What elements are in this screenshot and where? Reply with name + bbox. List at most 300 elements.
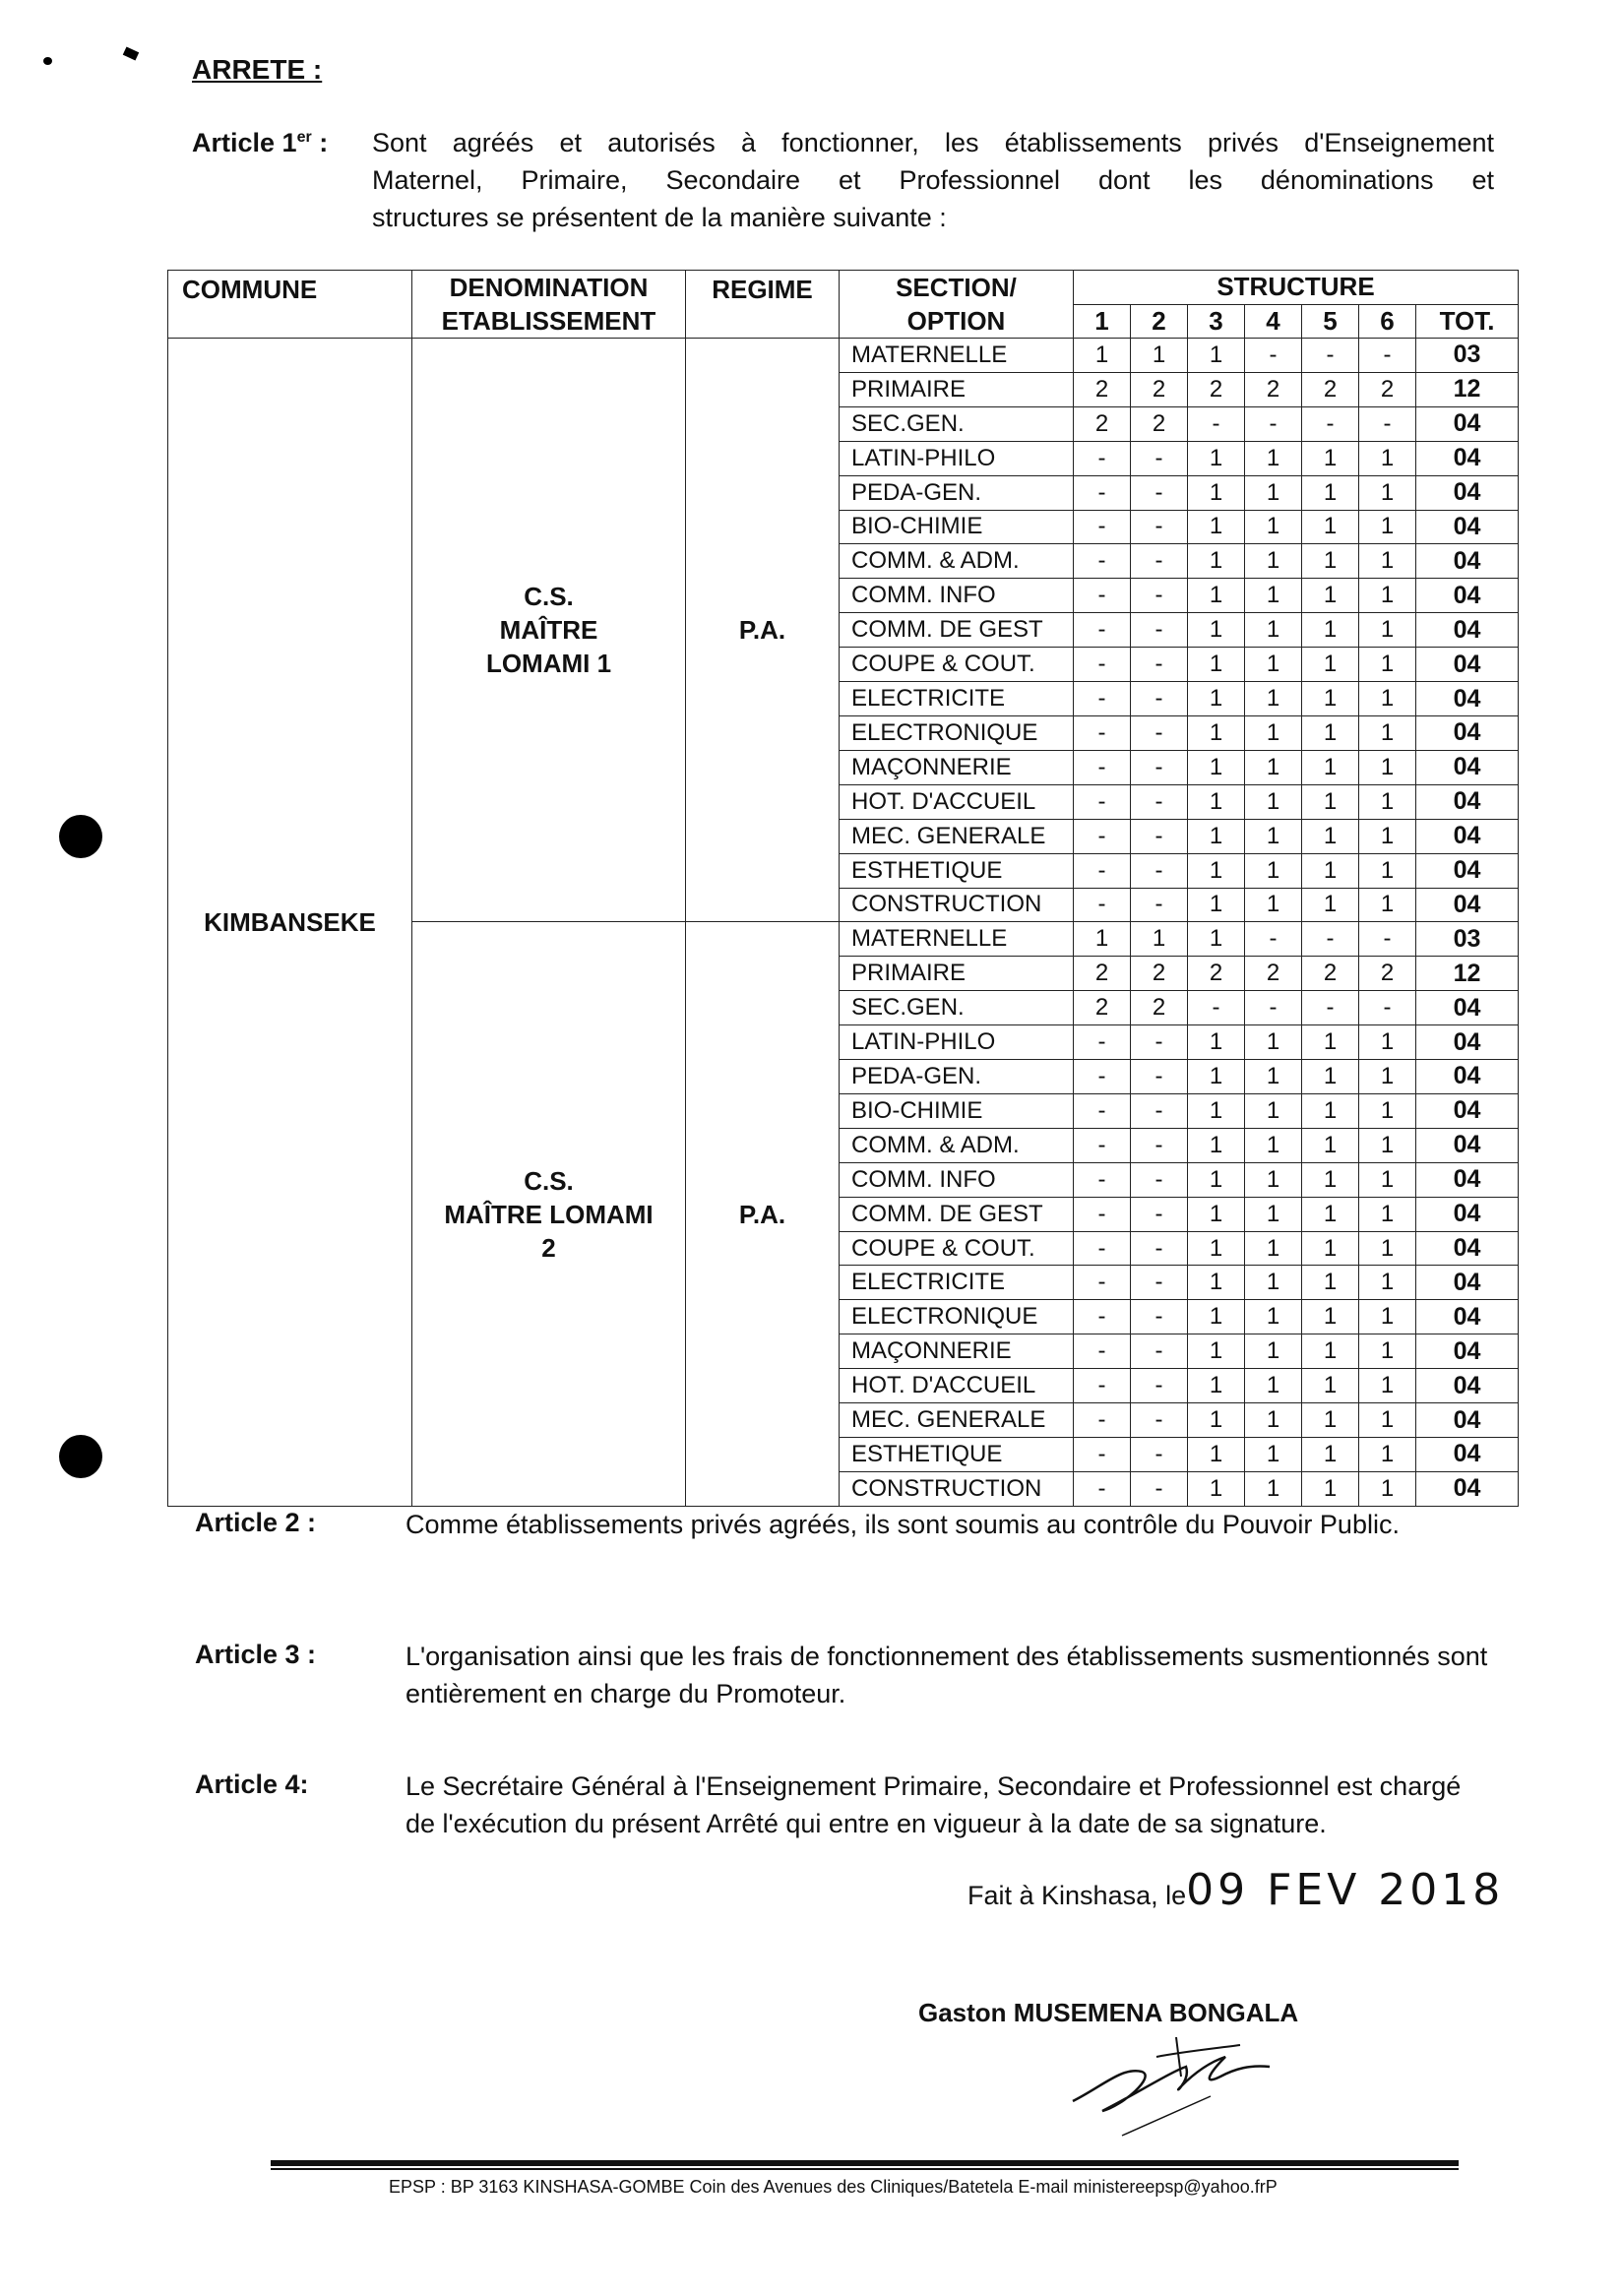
structure-cell: - bbox=[1131, 510, 1188, 544]
section-cell: SEC.GEN. bbox=[840, 991, 1074, 1025]
header-col-1: 1 bbox=[1074, 304, 1131, 339]
structure-cell: - bbox=[1074, 1197, 1131, 1231]
structure-cell: 1 bbox=[1359, 648, 1416, 682]
article-1-line: structures se présentent de la manière suivante : bbox=[372, 203, 947, 232]
structure-cell: 2 bbox=[1074, 406, 1131, 441]
structure-cell: 1 bbox=[1359, 1231, 1416, 1266]
scan-mark bbox=[123, 46, 139, 60]
structure-cell: - bbox=[1131, 784, 1188, 819]
structure-cell: 1 bbox=[1359, 579, 1416, 613]
structure-cell: 1 bbox=[1188, 715, 1245, 750]
structure-cell: 1 bbox=[1188, 819, 1245, 853]
establishment-name-line: C.S. bbox=[524, 582, 574, 612]
structure-cell: - bbox=[1131, 1471, 1188, 1506]
establishment-name-line: MAÎTRE bbox=[499, 615, 598, 646]
structure-cell: 1 bbox=[1359, 1300, 1416, 1334]
structure-cell: 1 bbox=[1245, 544, 1302, 579]
total-cell: 04 bbox=[1416, 784, 1519, 819]
section-cell: COUPE & COUT. bbox=[840, 648, 1074, 682]
total-cell: 12 bbox=[1416, 957, 1519, 991]
structure-cell: 1 bbox=[1245, 888, 1302, 922]
structure-cell: 1 bbox=[1188, 1403, 1245, 1438]
structure-cell: - bbox=[1131, 1197, 1188, 1231]
section-cell: ESTHETIQUE bbox=[840, 1438, 1074, 1472]
article-1-text bbox=[372, 124, 1494, 236]
structure-cell: 1 bbox=[1302, 613, 1359, 648]
section-cell: COUPE & COUT. bbox=[840, 1231, 1074, 1266]
structure-cell: - bbox=[1074, 682, 1131, 716]
header-col-2: 2 bbox=[1131, 304, 1188, 339]
structure-cell: - bbox=[1131, 1403, 1188, 1438]
structure-cell: - bbox=[1131, 1128, 1188, 1162]
structure-cell: 1 bbox=[1359, 1334, 1416, 1369]
structure-cell: - bbox=[1131, 579, 1188, 613]
structure-cell: 1 bbox=[1245, 1025, 1302, 1060]
structure-cell: - bbox=[1074, 613, 1131, 648]
total-cell: 04 bbox=[1416, 544, 1519, 579]
structure-cell: - bbox=[1359, 991, 1416, 1025]
structure-cell: - bbox=[1074, 1266, 1131, 1300]
structure-cell: 1 bbox=[1245, 1093, 1302, 1128]
signature-place-date bbox=[967, 1865, 1504, 1915]
structure-cell: 1 bbox=[1302, 544, 1359, 579]
structure-cell: - bbox=[1074, 1369, 1131, 1403]
structure-cell: - bbox=[1131, 544, 1188, 579]
structure-cell: 2 bbox=[1188, 372, 1245, 406]
structure-cell: 1 bbox=[1359, 888, 1416, 922]
total-cell: 04 bbox=[1416, 1231, 1519, 1266]
structure-cell: 1 bbox=[1302, 819, 1359, 853]
header-col-4: 4 bbox=[1245, 304, 1302, 339]
structure-cell: 1 bbox=[1302, 682, 1359, 716]
structure-cell: 1 bbox=[1245, 1197, 1302, 1231]
structure-cell: - bbox=[1074, 510, 1131, 544]
structure-cell: - bbox=[1074, 441, 1131, 475]
structure-cell: - bbox=[1074, 579, 1131, 613]
page-heading: ARRETE : bbox=[192, 54, 323, 85]
article-4-text: Le Secrétaire Général à l'Enseignement Primaire, Secondaire et Professionnel est chargé de l'exécution du présent Arrêté qui entre en vigueur à la date de sa signature. bbox=[406, 1771, 1462, 1838]
structure-cell: 1 bbox=[1359, 475, 1416, 510]
structure-cell: 1 bbox=[1359, 1025, 1416, 1060]
structure-cell: 1 bbox=[1359, 1266, 1416, 1300]
total-cell: 04 bbox=[1416, 750, 1519, 784]
section-cell: PEDA-GEN. bbox=[840, 1060, 1074, 1094]
structure-cell: 1 bbox=[1359, 441, 1416, 475]
total-cell: 04 bbox=[1416, 1128, 1519, 1162]
section-cell: MAÇONNERIE bbox=[840, 750, 1074, 784]
article-2-text: Comme établissements privés agréés, ils sont soumis au contrôle du Pouvoir Public. bbox=[406, 1510, 1400, 1539]
structure-cell: 1 bbox=[1359, 784, 1416, 819]
structure-cell: 2 bbox=[1245, 372, 1302, 406]
section-cell: PEDA-GEN. bbox=[840, 475, 1074, 510]
section-cell: MATERNELLE bbox=[840, 339, 1074, 373]
structure-cell: - bbox=[1074, 1300, 1131, 1334]
header-col-6: 6 bbox=[1359, 304, 1416, 339]
structure-cell: 1 bbox=[1188, 579, 1245, 613]
establishment-name bbox=[412, 339, 686, 922]
section-cell: MAÇONNERIE bbox=[840, 1334, 1074, 1369]
total-cell: 04 bbox=[1416, 1369, 1519, 1403]
structure-cell: - bbox=[1245, 406, 1302, 441]
footer-address: EPSP : BP 3163 KINSHASA-GOMBE Coin des Avenues des Cliniques/Batetela E-mail ministereepsp@yahoo.frP bbox=[389, 2177, 1278, 2197]
structure-cell: 1 bbox=[1245, 784, 1302, 819]
structure-table bbox=[167, 270, 1519, 1507]
structure-cell: - bbox=[1131, 888, 1188, 922]
structure-cell: - bbox=[1074, 1162, 1131, 1197]
structure-cell: 1 bbox=[1074, 339, 1131, 373]
structure-cell: - bbox=[1074, 1128, 1131, 1162]
structure-cell: 1 bbox=[1302, 1197, 1359, 1231]
structure-cell: 1 bbox=[1302, 888, 1359, 922]
total-cell: 04 bbox=[1416, 1471, 1519, 1506]
structure-cell: 2 bbox=[1131, 406, 1188, 441]
structure-cell: 1 bbox=[1188, 648, 1245, 682]
structure-cell: 1 bbox=[1245, 750, 1302, 784]
structure-cell: 1 bbox=[1302, 1025, 1359, 1060]
structure-cell: 1 bbox=[1302, 1300, 1359, 1334]
structure-cell: 1 bbox=[1188, 888, 1245, 922]
structure-cell: - bbox=[1131, 715, 1188, 750]
header-structure: STRUCTURE bbox=[1074, 271, 1519, 305]
structure-cell: 1 bbox=[1245, 613, 1302, 648]
structure-cell: 1 bbox=[1188, 750, 1245, 784]
structure-cell: 1 bbox=[1302, 1403, 1359, 1438]
structure-cell: 1 bbox=[1188, 544, 1245, 579]
structure-cell: 1 bbox=[1359, 1162, 1416, 1197]
total-cell: 04 bbox=[1416, 715, 1519, 750]
total-cell: 03 bbox=[1416, 922, 1519, 957]
section-cell: LATIN-PHILO bbox=[840, 1025, 1074, 1060]
establishment-name-line: C.S. bbox=[524, 1165, 574, 1196]
establishment-name-line: MAÎTRE LOMAMI bbox=[444, 1199, 654, 1229]
structure-cell: 2 bbox=[1245, 957, 1302, 991]
total-cell: 04 bbox=[1416, 682, 1519, 716]
structure-cell: 1 bbox=[1302, 1438, 1359, 1472]
structure-cell: - bbox=[1131, 1266, 1188, 1300]
section-cell: PRIMAIRE bbox=[840, 372, 1074, 406]
structure-cell: - bbox=[1359, 339, 1416, 373]
section-cell: CONSTRUCTION bbox=[840, 1471, 1074, 1506]
handwritten-signature bbox=[1063, 2027, 1279, 2145]
structure-cell: - bbox=[1074, 1231, 1131, 1266]
structure-cell: 1 bbox=[1188, 441, 1245, 475]
section-cell: ELECTRONIQUE bbox=[840, 715, 1074, 750]
header-commune: COMMUNE bbox=[168, 271, 412, 339]
structure-cell: 1 bbox=[1188, 510, 1245, 544]
total-cell: 04 bbox=[1416, 1438, 1519, 1472]
structure-cell: - bbox=[1359, 922, 1416, 957]
structure-cell: 1 bbox=[1302, 715, 1359, 750]
structure-cell: - bbox=[1074, 1025, 1131, 1060]
total-cell: 04 bbox=[1416, 1025, 1519, 1060]
structure-cell: 1 bbox=[1188, 1128, 1245, 1162]
structure-cell: - bbox=[1074, 1334, 1131, 1369]
structure-cell: 1 bbox=[1245, 715, 1302, 750]
structure-cell: 1 bbox=[1359, 682, 1416, 716]
total-cell: 04 bbox=[1416, 475, 1519, 510]
structure-cell: 1 bbox=[1359, 1403, 1416, 1438]
structure-cell: 1 bbox=[1302, 750, 1359, 784]
structure-cell: 1 bbox=[1188, 1231, 1245, 1266]
total-cell: 04 bbox=[1416, 579, 1519, 613]
punch-hole bbox=[59, 1435, 102, 1478]
structure-cell: 1 bbox=[1245, 579, 1302, 613]
section-cell: LATIN-PHILO bbox=[840, 441, 1074, 475]
article-3-label: Article 3 : bbox=[195, 1640, 317, 1669]
structure-cell: 1 bbox=[1302, 648, 1359, 682]
article-1-line: Maternel, Primaire, Secondaire et Professionnel dont les dénominations et bbox=[372, 165, 1494, 195]
structure-cell: - bbox=[1188, 406, 1245, 441]
structure-cell: 1 bbox=[1245, 1128, 1302, 1162]
structure-cell: 1 bbox=[1245, 1438, 1302, 1472]
structure-cell: 1 bbox=[1359, 1197, 1416, 1231]
structure-cell: 1 bbox=[1188, 1162, 1245, 1197]
header-regime: REGIME bbox=[686, 271, 840, 339]
structure-cell: 1 bbox=[1188, 853, 1245, 888]
article-2-label: Article 2 : bbox=[195, 1508, 317, 1537]
structure-cell: 1 bbox=[1188, 1369, 1245, 1403]
structure-cell: - bbox=[1074, 1060, 1131, 1094]
structure-cell: 2 bbox=[1359, 957, 1416, 991]
total-cell: 04 bbox=[1416, 1403, 1519, 1438]
structure-cell: 1 bbox=[1302, 1471, 1359, 1506]
structure-cell: - bbox=[1131, 1438, 1188, 1472]
structure-cell: - bbox=[1074, 715, 1131, 750]
structure-cell: 1 bbox=[1359, 544, 1416, 579]
header-col-3: 3 bbox=[1188, 304, 1245, 339]
structure-cell: 1 bbox=[1302, 1128, 1359, 1162]
structure-cell: - bbox=[1074, 544, 1131, 579]
place-text: Fait à Kinshasa, le bbox=[967, 1881, 1187, 1910]
structure-cell: 2 bbox=[1302, 957, 1359, 991]
section-cell: COMM. DE GEST bbox=[840, 1197, 1074, 1231]
structure-cell: 1 bbox=[1074, 922, 1131, 957]
structure-cell: 1 bbox=[1359, 1438, 1416, 1472]
regime-cell: P.A. bbox=[686, 922, 840, 1507]
structure-cell: 1 bbox=[1188, 1060, 1245, 1094]
section-cell: COMM. INFO bbox=[840, 579, 1074, 613]
regime-cell: P.A. bbox=[686, 339, 840, 922]
structure-cell: 1 bbox=[1188, 682, 1245, 716]
structure-cell: 1 bbox=[1359, 853, 1416, 888]
header-col-7: TOT. bbox=[1416, 304, 1519, 339]
structure-cell: 1 bbox=[1131, 339, 1188, 373]
section-cell: CONSTRUCTION bbox=[840, 888, 1074, 922]
structure-cell: 1 bbox=[1359, 1369, 1416, 1403]
structure-cell: - bbox=[1131, 1231, 1188, 1266]
structure-cell: - bbox=[1131, 1060, 1188, 1094]
structure-cell: 1 bbox=[1188, 1300, 1245, 1334]
article-4-label: Article 4: bbox=[195, 1769, 309, 1799]
structure-cell: 1 bbox=[1302, 510, 1359, 544]
structure-cell: 1 bbox=[1188, 1334, 1245, 1369]
section-cell: BIO-CHIMIE bbox=[840, 1093, 1074, 1128]
structure-cell: 1 bbox=[1188, 1197, 1245, 1231]
structure-cell: 2 bbox=[1131, 991, 1188, 1025]
structure-cell: 2 bbox=[1302, 372, 1359, 406]
structure-cell: 1 bbox=[1359, 1471, 1416, 1506]
date-stamp: 09 FEV 2018 bbox=[1186, 1865, 1505, 1915]
total-cell: 04 bbox=[1416, 1197, 1519, 1231]
structure-cell: 1 bbox=[1188, 1438, 1245, 1472]
total-cell: 12 bbox=[1416, 372, 1519, 406]
article-1-line: Sont agréés et autorisés à fonctionner, les établissements privés d'Enseignement bbox=[372, 128, 1494, 157]
structure-cell: - bbox=[1131, 750, 1188, 784]
structure-cell: 2 bbox=[1359, 372, 1416, 406]
punch-hole bbox=[59, 815, 102, 858]
structure-cell: - bbox=[1302, 339, 1359, 373]
total-cell: 04 bbox=[1416, 819, 1519, 853]
structure-cell: - bbox=[1074, 1438, 1131, 1472]
structure-cell: 1 bbox=[1302, 1093, 1359, 1128]
structure-cell: 1 bbox=[1188, 613, 1245, 648]
structure-cell: - bbox=[1131, 819, 1188, 853]
total-cell: 04 bbox=[1416, 888, 1519, 922]
section-cell: ELECTRICITE bbox=[840, 682, 1074, 716]
structure-cell: 1 bbox=[1302, 441, 1359, 475]
structure-cell: - bbox=[1245, 922, 1302, 957]
structure-cell: 1 bbox=[1302, 1162, 1359, 1197]
structure-cell: - bbox=[1359, 406, 1416, 441]
structure-cell: 1 bbox=[1302, 1231, 1359, 1266]
scan-mark bbox=[43, 57, 52, 65]
structure-cell: 2 bbox=[1188, 957, 1245, 991]
structure-cell: - bbox=[1188, 991, 1245, 1025]
header-denomination: DENOMINATION ETABLISSEMENT bbox=[412, 271, 686, 339]
structure-cell: 1 bbox=[1245, 682, 1302, 716]
structure-cell: 1 bbox=[1302, 579, 1359, 613]
structure-cell: 2 bbox=[1074, 372, 1131, 406]
signer-name: Gaston MUSEMENA BONGALA bbox=[918, 1998, 1299, 2027]
structure-cell: - bbox=[1245, 339, 1302, 373]
structure-cell: 1 bbox=[1302, 1060, 1359, 1094]
structure-cell: 1 bbox=[1131, 922, 1188, 957]
section-cell: ELECTRICITE bbox=[840, 1266, 1074, 1300]
structure-cell: - bbox=[1074, 853, 1131, 888]
structure-cell: 1 bbox=[1302, 1369, 1359, 1403]
total-cell: 04 bbox=[1416, 613, 1519, 648]
section-cell: COMM. DE GEST bbox=[840, 613, 1074, 648]
section-cell: SEC.GEN. bbox=[840, 406, 1074, 441]
section-cell: BIO-CHIMIE bbox=[840, 510, 1074, 544]
section-cell: MEC. GENERALE bbox=[840, 1403, 1074, 1438]
section-cell: COMM. & ADM. bbox=[840, 1128, 1074, 1162]
structure-cell: 1 bbox=[1302, 1334, 1359, 1369]
structure-cell: 2 bbox=[1131, 372, 1188, 406]
total-cell: 04 bbox=[1416, 441, 1519, 475]
total-cell: 04 bbox=[1416, 510, 1519, 544]
structure-cell: - bbox=[1302, 406, 1359, 441]
section-cell: COMM. INFO bbox=[840, 1162, 1074, 1197]
total-cell: 04 bbox=[1416, 991, 1519, 1025]
structure-cell: - bbox=[1302, 991, 1359, 1025]
structure-cell: - bbox=[1074, 648, 1131, 682]
structure-cell: 1 bbox=[1359, 1128, 1416, 1162]
total-cell: 04 bbox=[1416, 1060, 1519, 1094]
structure-cell: 1 bbox=[1245, 819, 1302, 853]
total-cell: 04 bbox=[1416, 648, 1519, 682]
structure-cell: - bbox=[1074, 750, 1131, 784]
structure-cell: - bbox=[1074, 1093, 1131, 1128]
total-cell: 04 bbox=[1416, 1334, 1519, 1369]
establishment-name-line: LOMAMI 1 bbox=[485, 649, 612, 679]
structure-cell: 1 bbox=[1302, 475, 1359, 510]
structure-cell: - bbox=[1074, 475, 1131, 510]
structure-cell: 1 bbox=[1359, 510, 1416, 544]
section-cell: MATERNELLE bbox=[840, 922, 1074, 957]
structure-cell: 1 bbox=[1245, 1231, 1302, 1266]
total-cell: 03 bbox=[1416, 339, 1519, 373]
structure-cell: 1 bbox=[1245, 1403, 1302, 1438]
structure-cell: 1 bbox=[1188, 339, 1245, 373]
structure-cell: - bbox=[1131, 1093, 1188, 1128]
structure-cell: 1 bbox=[1245, 1162, 1302, 1197]
structure-cell: - bbox=[1131, 682, 1188, 716]
structure-cell: - bbox=[1245, 991, 1302, 1025]
structure-cell: 1 bbox=[1245, 1266, 1302, 1300]
structure-cell: 1 bbox=[1245, 1300, 1302, 1334]
establishment-name-line: 2 bbox=[541, 1232, 556, 1263]
structure-cell: 1 bbox=[1188, 1093, 1245, 1128]
structure-cell: - bbox=[1131, 1369, 1188, 1403]
structure-cell: 2 bbox=[1131, 957, 1188, 991]
total-cell: 04 bbox=[1416, 1162, 1519, 1197]
structure-cell: - bbox=[1131, 648, 1188, 682]
structure-cell: 1 bbox=[1359, 1060, 1416, 1094]
structure-cell: 1 bbox=[1188, 1266, 1245, 1300]
structure-cell: 2 bbox=[1074, 991, 1131, 1025]
structure-cell: - bbox=[1131, 1300, 1188, 1334]
article-1-label: Article 1er : bbox=[192, 128, 329, 157]
structure-cell: 1 bbox=[1359, 715, 1416, 750]
structure-cell: - bbox=[1074, 1471, 1131, 1506]
structure-cell: 1 bbox=[1245, 1334, 1302, 1369]
structure-cell: 1 bbox=[1188, 784, 1245, 819]
table-row bbox=[168, 339, 1519, 373]
structure-cell: 1 bbox=[1188, 1025, 1245, 1060]
structure-cell: 1 bbox=[1359, 750, 1416, 784]
structure-cell: 1 bbox=[1245, 1471, 1302, 1506]
total-cell: 04 bbox=[1416, 1300, 1519, 1334]
structure-cell: - bbox=[1131, 1025, 1188, 1060]
structure-cell: 1 bbox=[1245, 648, 1302, 682]
structure-cell: - bbox=[1074, 888, 1131, 922]
structure-cell: 1 bbox=[1245, 1060, 1302, 1094]
structure-cell: 1 bbox=[1188, 922, 1245, 957]
total-cell: 04 bbox=[1416, 1093, 1519, 1128]
structure-cell: - bbox=[1131, 613, 1188, 648]
structure-cell: 1 bbox=[1359, 1093, 1416, 1128]
section-cell: PRIMAIRE bbox=[840, 957, 1074, 991]
header-section: SECTION/ OPTION bbox=[840, 271, 1074, 339]
total-cell: 04 bbox=[1416, 853, 1519, 888]
structure-cell: - bbox=[1074, 819, 1131, 853]
structure-cell: 1 bbox=[1359, 613, 1416, 648]
section-cell: HOT. D'ACCUEIL bbox=[840, 784, 1074, 819]
structure-cell: 1 bbox=[1188, 475, 1245, 510]
section-cell: HOT. D'ACCUEIL bbox=[840, 1369, 1074, 1403]
section-cell: MEC. GENERALE bbox=[840, 819, 1074, 853]
footer-rule bbox=[271, 2160, 1459, 2166]
structure-cell: 1 bbox=[1245, 441, 1302, 475]
structure-cell: - bbox=[1074, 784, 1131, 819]
structure-cell: - bbox=[1131, 853, 1188, 888]
structure-cell: 1 bbox=[1302, 1266, 1359, 1300]
structure-cell: 1 bbox=[1245, 475, 1302, 510]
structure-cell: 1 bbox=[1245, 1369, 1302, 1403]
header-col-5: 5 bbox=[1302, 304, 1359, 339]
structure-cell: - bbox=[1074, 1403, 1131, 1438]
